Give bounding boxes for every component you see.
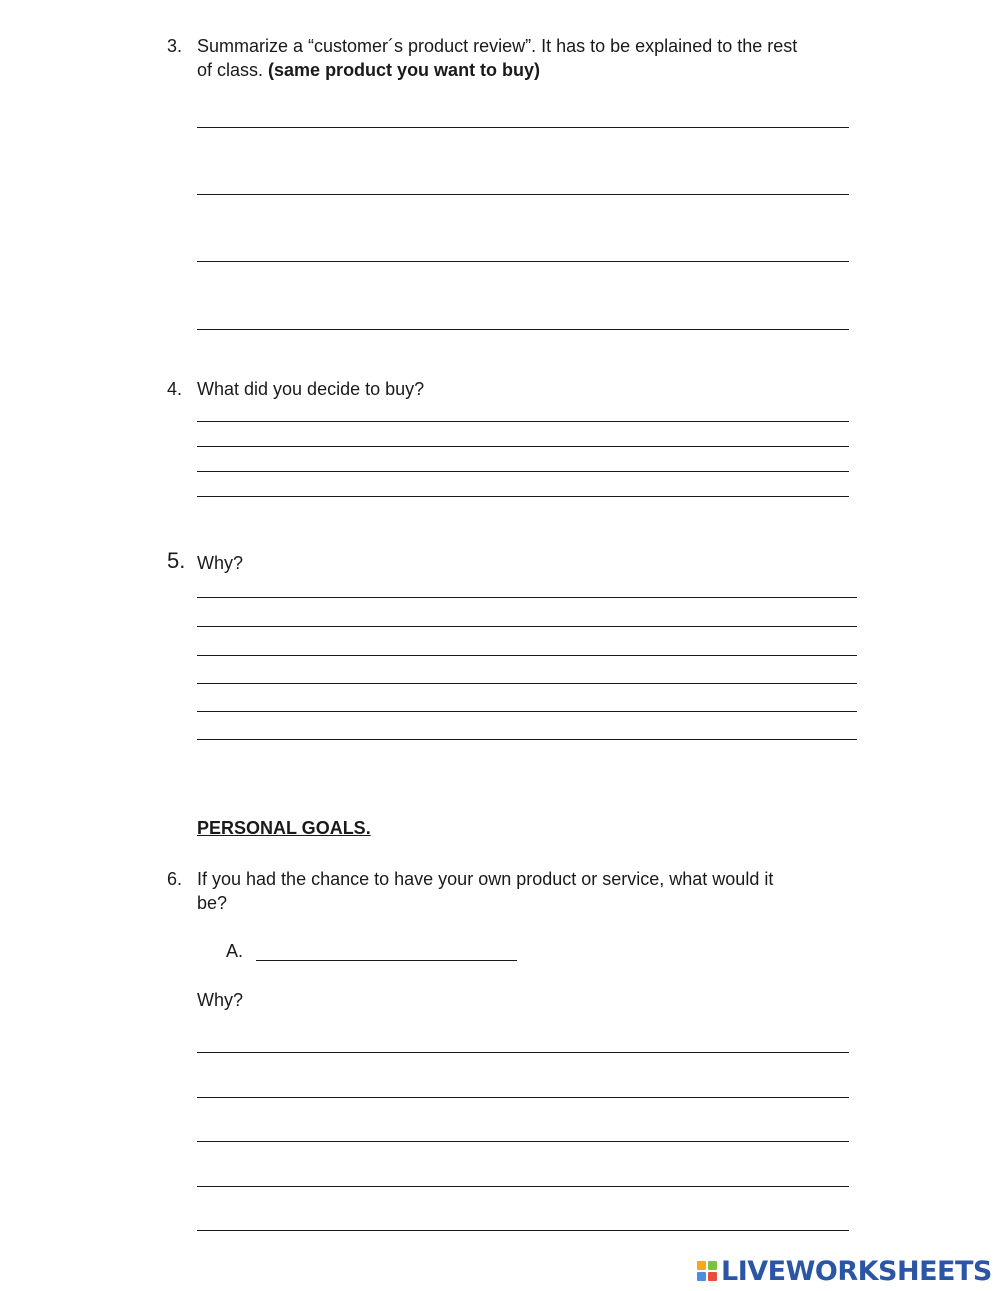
answer-line-q5-6[interactable] <box>197 739 857 740</box>
section-heading-personal-goals: PERSONAL GOALS. <box>197 818 371 838</box>
question-3-line2-plain: of class. <box>197 60 269 80</box>
liveworksheets-logo-text: LIVEWORKSHEETS <box>721 1255 992 1287</box>
answer-line-q5-5[interactable] <box>197 711 857 712</box>
answer-line-q4-3[interactable] <box>197 471 849 472</box>
question-6-text <box>197 867 897 915</box>
question-3-line2-bold: (same product you want to buy) <box>268 60 541 80</box>
answer-line-q4-4[interactable] <box>197 496 849 497</box>
question-3-number: 3. <box>167 36 183 56</box>
question-6-number: 6. <box>167 869 183 889</box>
question-6-line1: If you had the chance to have your own product or service, what would it <box>197 869 774 889</box>
question-4-number: 4. <box>167 379 183 399</box>
logo-square-1 <box>697 1261 706 1270</box>
question-5-text: Why? <box>197 553 244 573</box>
question-3-line2 <box>197 58 897 82</box>
answer-line-q4-2[interactable] <box>197 446 849 447</box>
option-a-label: A. <box>226 941 244 961</box>
answer-line-q3-3[interactable] <box>197 261 849 262</box>
answer-line-q5-4[interactable] <box>197 683 857 684</box>
answer-line-q3-1[interactable] <box>197 127 849 128</box>
logo-square-4 <box>708 1272 717 1281</box>
answer-line-q6-3[interactable] <box>197 1141 849 1142</box>
logo-square-3 <box>697 1272 706 1281</box>
question-4-text: What did you decide to buy? <box>197 379 425 399</box>
answer-line-q4-1[interactable] <box>197 421 849 422</box>
answer-line-q6-5[interactable] <box>197 1230 849 1231</box>
question-5-number: 5. <box>167 548 186 573</box>
answer-line-q3-4[interactable] <box>197 329 849 330</box>
answer-line-q6-1[interactable] <box>197 1052 849 1053</box>
question-6-line2: be? <box>197 893 228 913</box>
why-label: Why? <box>197 990 244 1010</box>
liveworksheets-logo <box>697 1256 992 1286</box>
answer-line-q6-2[interactable] <box>197 1097 849 1098</box>
answer-line-q5-1[interactable] <box>197 597 857 598</box>
question-3-text <box>197 34 897 82</box>
question-3-line1: Summarize a “customer´s product review”. It has to be explained to the rest <box>197 36 798 56</box>
option-a-answer-line[interactable] <box>256 960 517 961</box>
logo-square-2 <box>708 1261 717 1270</box>
answer-line-q6-4[interactable] <box>197 1186 849 1187</box>
liveworksheets-logo-icon <box>697 1261 717 1281</box>
answer-line-q5-3[interactable] <box>197 655 857 656</box>
answer-line-q5-2[interactable] <box>197 626 857 627</box>
answer-line-q3-2[interactable] <box>197 194 849 195</box>
